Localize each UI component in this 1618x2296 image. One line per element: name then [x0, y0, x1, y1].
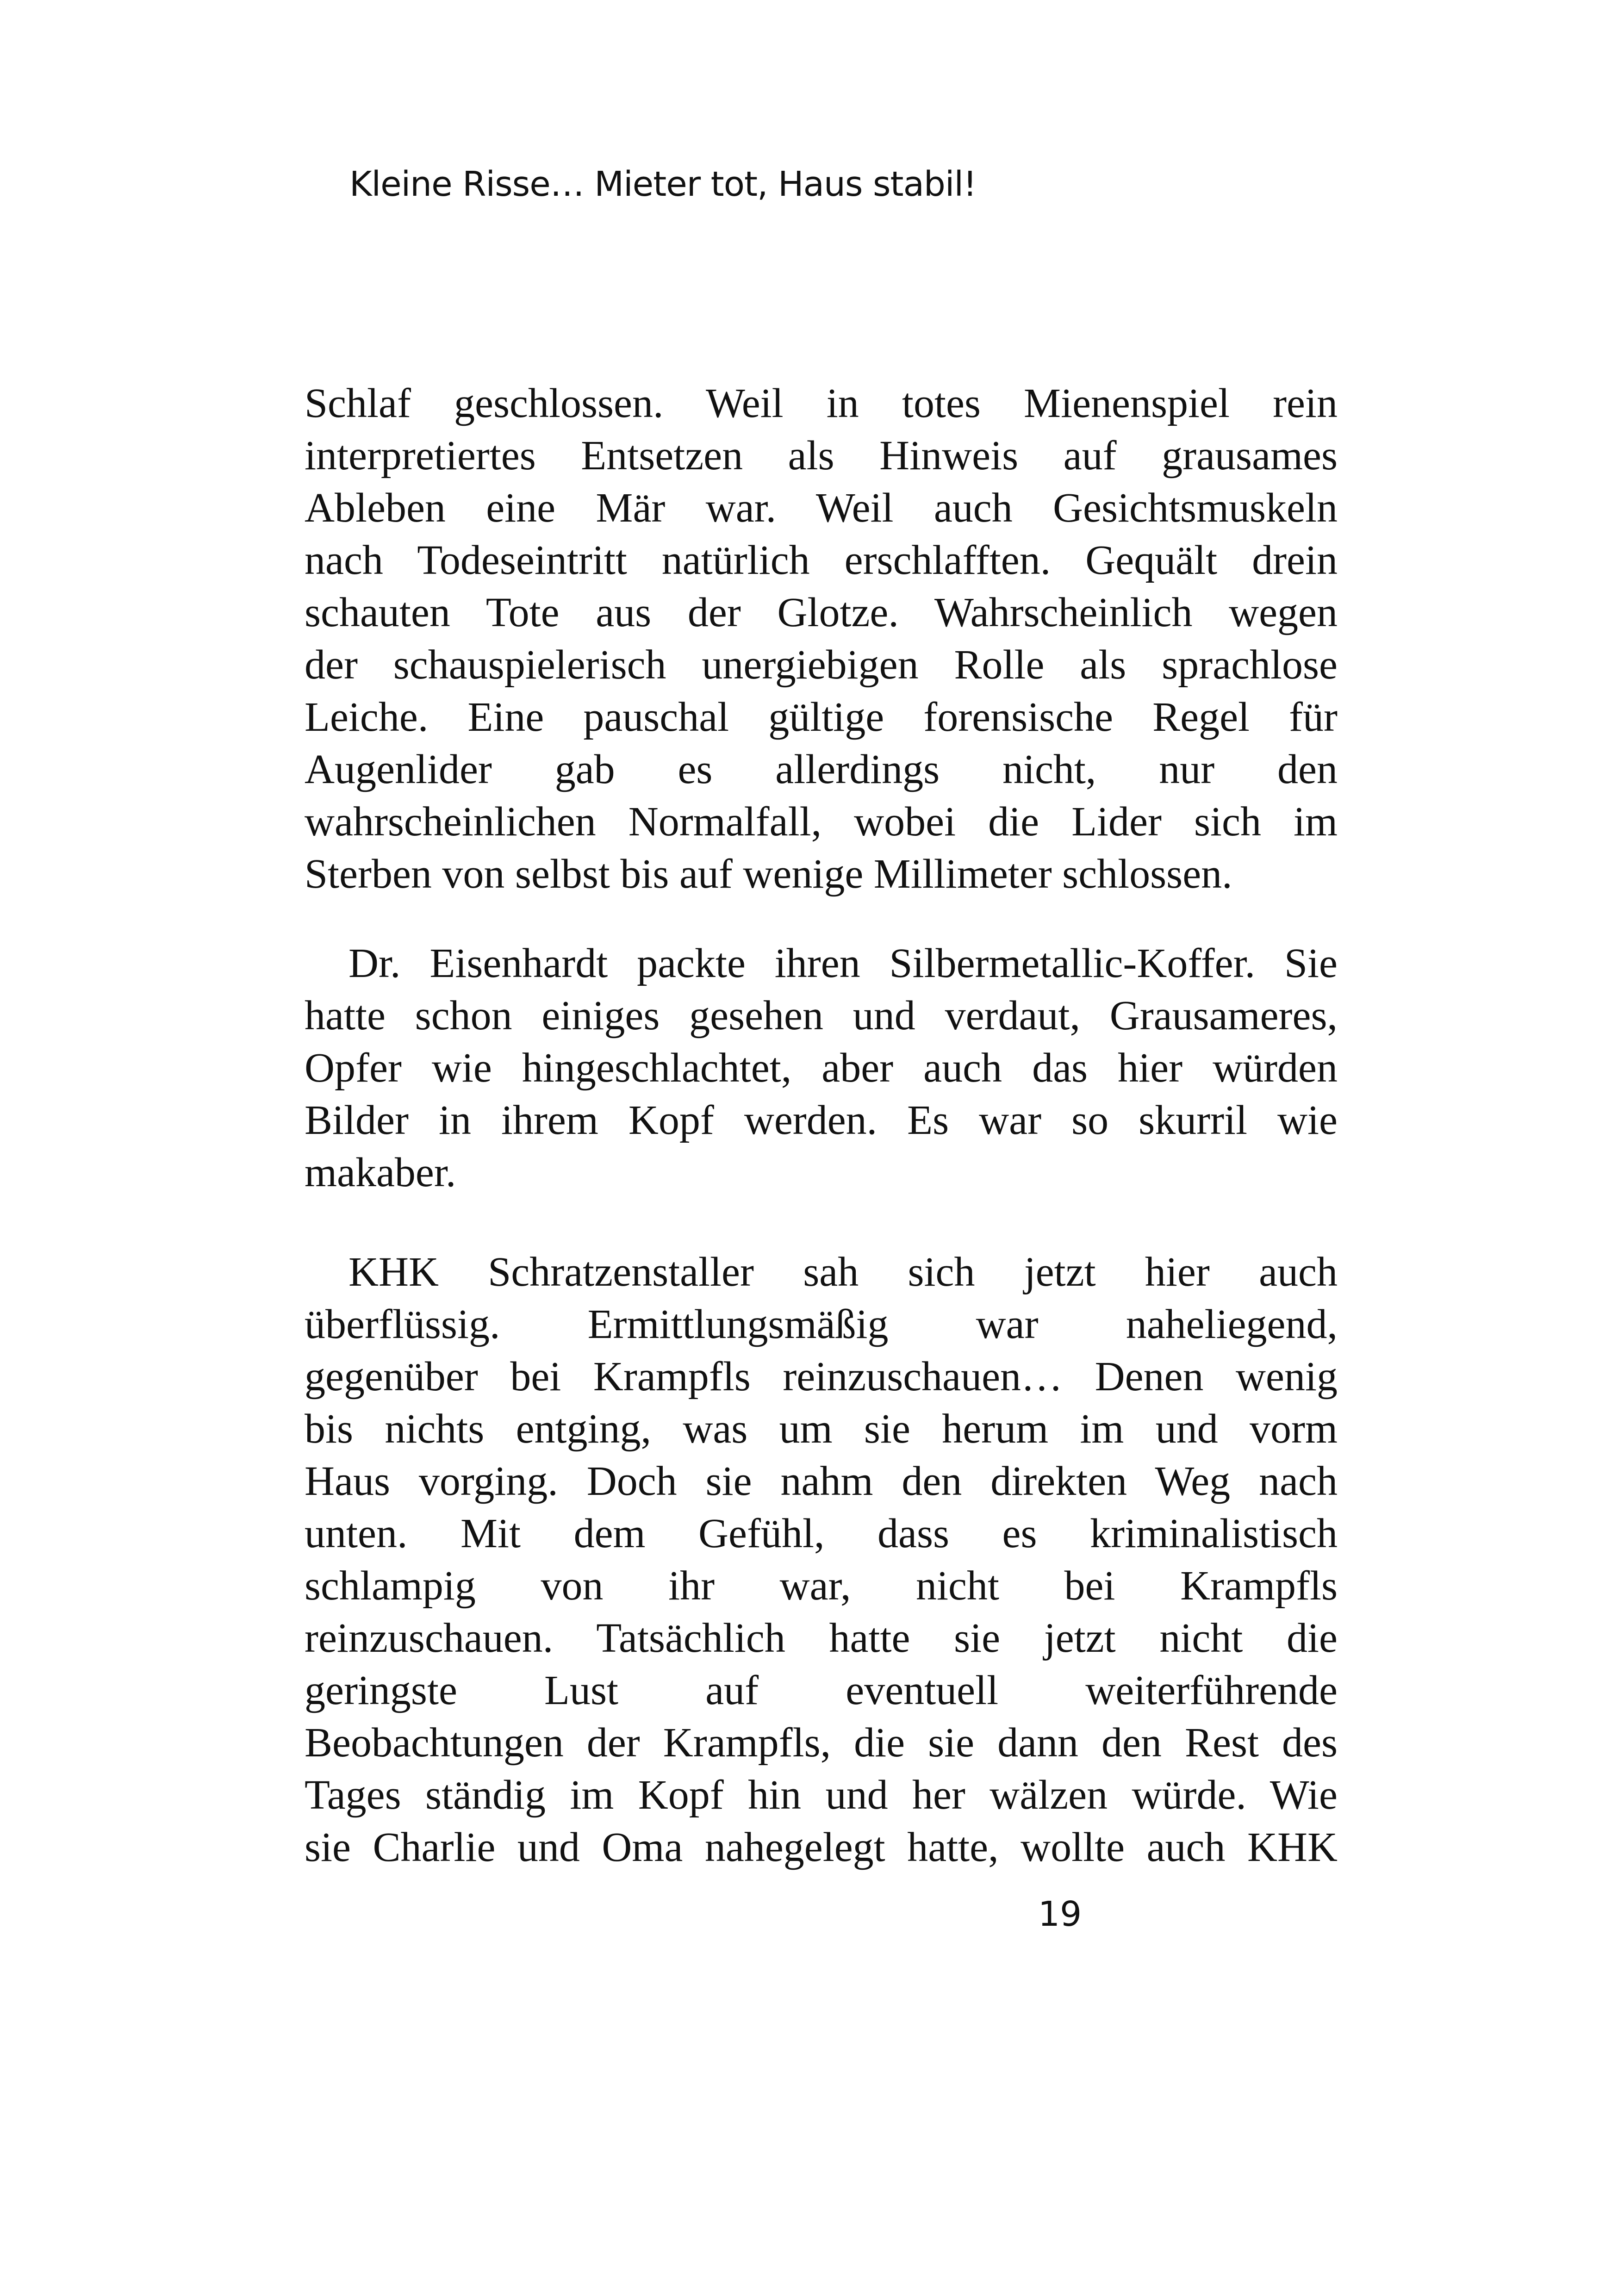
text-line: Bilder in ihrem Kopf werden. Es war so skurril wie — [305, 1097, 1338, 1143]
text-line: nach Todeseintritt natürlich erschlafften. Gequält drein — [305, 537, 1338, 583]
text-line: wahrscheinlichen Normalfall, wobei die Lider sich im — [305, 799, 1338, 845]
page-number: 19 — [1038, 1894, 1082, 1934]
text-line: reinzuschauen. Tatsächlich hatte sie jetzt nicht die — [305, 1615, 1338, 1661]
text-line: Augenlider gab es allerdings nicht, nur den — [305, 747, 1338, 792]
text-line: Tages ständig im Kopf hin und her wälzen würde. Wie — [305, 1772, 1338, 1818]
paragraph-3 — [305, 1246, 1338, 1873]
text-line: schauten Tote aus der Glotze. Wahrscheinlich wegen — [305, 590, 1338, 635]
text-line: hatte schon einiges gesehen und verdaut, Grausameres, — [305, 993, 1338, 1039]
text-line: gegenüber bei Krampfls reinzuschauen… Denen wenig — [305, 1354, 1338, 1400]
text-line: schlampig von ihr war, nicht bei Krampfls — [305, 1563, 1338, 1609]
text-line: interpretiertes Entsetzen als Hinweis auf grausames — [305, 433, 1338, 479]
text-line: geringste Lust auf eventuell weiterführende — [305, 1668, 1338, 1713]
text-line: überflüssig. Ermittlungsmäßig war naheliegend, — [305, 1301, 1338, 1347]
paragraph-1 — [305, 377, 1338, 900]
text-line: Opfer wie hingeschlachtet, aber auch das hier würden — [305, 1045, 1338, 1091]
running-header: Kleine Risse… Mieter tot, Haus stabil! — [349, 164, 977, 204]
text-line: Dr. Eisenhardt packte ihren Silbermetallic-Koffer. Sie — [348, 940, 1338, 986]
text-line: Leiche. Eine pauschal gültige forensische Regel für — [305, 694, 1338, 740]
text-line: der schauspielerisch unergiebigen Rolle als sprachlose — [305, 642, 1338, 688]
text-line: makaber. — [305, 1150, 456, 1195]
text-line: bis nichts entging, was um sie herum im und vorm — [305, 1406, 1338, 1452]
text-line: Sterben von selbst bis auf wenige Millimeter schlossen. — [305, 851, 1232, 897]
text-line: Haus vorging. Doch sie nahm den direkten Weg nach — [305, 1458, 1338, 1504]
text-line: unten. Mit dem Gefühl, dass es kriminalistisch — [305, 1511, 1338, 1556]
text-line: Ableben eine Mär war. Weil auch Gesichtsmuskeln — [305, 485, 1338, 531]
text-line: Schlaf geschlossen. Weil in totes Mienenspiel rein — [305, 380, 1338, 426]
paragraph-2 — [305, 937, 1338, 1199]
text-line: sie Charlie und Oma nahegelegt hatte, wollte auch KHK — [305, 1824, 1338, 1870]
text-line: KHK Schratzenstaller sah sich jetzt hier auch — [348, 1249, 1338, 1295]
text-line: Beobachtungen der Krampfls, die sie dann den Rest des — [305, 1720, 1338, 1766]
